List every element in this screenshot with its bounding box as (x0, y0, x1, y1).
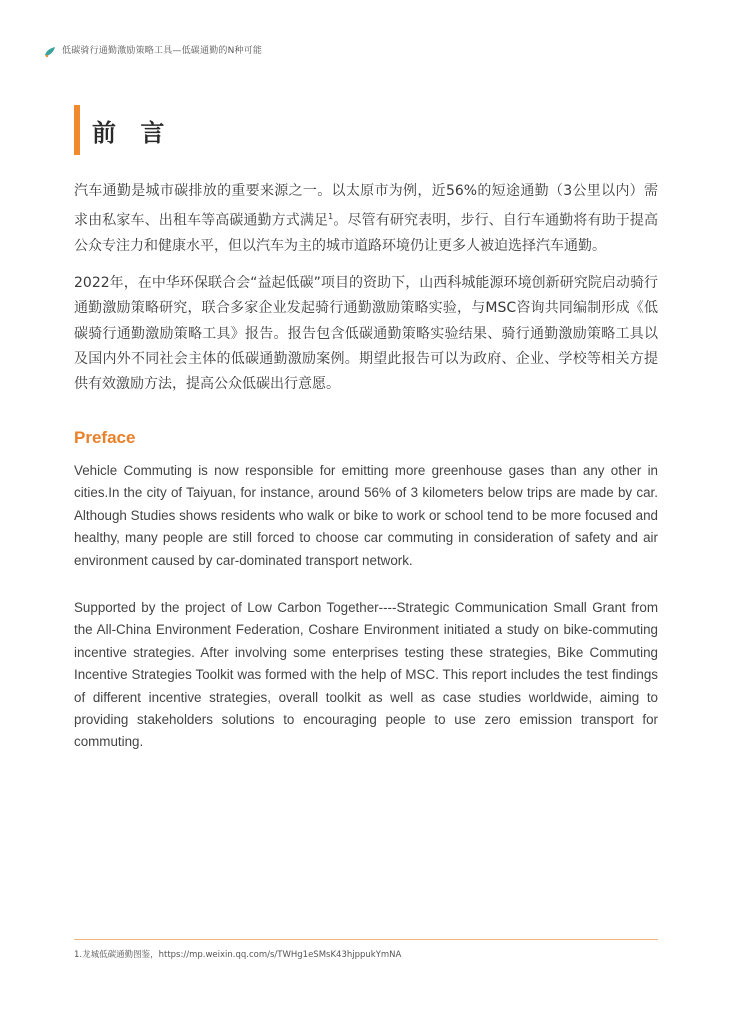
chinese-paragraph-2: 2022年，在中华环保联合会“益起低碳”项目的资助下，山西科城能源环境创新研究院启动骑行通勤激励策略研究，联合多家企业发起骑行通勤激励策略实验，与MSC咨询共同编制形成《低碳骑行通勤激励策略工具》报告。报告包含低碳通勤策略实验结果、骑行通勤激励策略工具以及国内外不同社会主体的低碳通勤激励案例。期望此报告可以为政府、企业、学校等相关方提供有效激励方法，提高公众低碳出行意愿。 (74, 275, 658, 393)
footnote-divider (74, 939, 658, 940)
running-title: 低碳骑行通勤激励策略工具—低碳通勤的N种可能 (62, 45, 263, 56)
page-title: 前 言 (92, 118, 173, 147)
running-header (44, 41, 262, 57)
english-paragraph-2: Supported by the project of Low Carbon Together----Strategic Communication Small Grant from the All-China Environment Federation, Coshare Environment initiated a study on bike-commuting incentive strategies. After involving some enterprises testing these strategies, Bike Commuting Incentive Strategies Toolkit was formed with the help of MSC. This report includes the test findings of different incentive strategies, overall toolkit as well as case studies worldwide, aiming to providing stakeholders solutions to encouraging people to use zero emission transport for commuting. (74, 600, 658, 750)
english-paragraph-1: Vehicle Commuting is now responsible for emitting more greenhouse gases than any other in cities.In the city of Taiyuan, for instance, around 56% of 3 kilometers below trips are made by car. Although Studies shows residents who walk or bike to work or school tend to be more focused and healthy, many people are still forced to choose car commuting in consideration of safety and air environment caused by car-dominated transport network. (74, 463, 658, 568)
cn-para1-text-cont: 。尽管有研究表明，步行、自行车通勤将有助于提高公众专注力和健康水平，但以汽车为主的城市道路环境仍让更多人被迫选择汽车通勤。 (74, 212, 659, 255)
cn-para1-text: 汽车通勤是城市碳排放的重要来源之一。以太原市为例，近56%的短途通勤（3公里以内）需求由私家车、出租车等高碳通勤方式满足 (74, 183, 658, 229)
preface-title-block (74, 105, 172, 155)
footnote: 1.龙城低碳通勤图鉴，https://mp.weixin.qq.com/s/TWHg1eSMsK43hjppukYmNA (74, 950, 402, 960)
english-heading: Preface (74, 428, 136, 447)
footnote-marker: 1 (328, 212, 334, 222)
chinese-paragraph-1 (74, 179, 658, 260)
leaf-bike-logo-icon (44, 43, 56, 55)
title-accent-bar (74, 105, 80, 155)
